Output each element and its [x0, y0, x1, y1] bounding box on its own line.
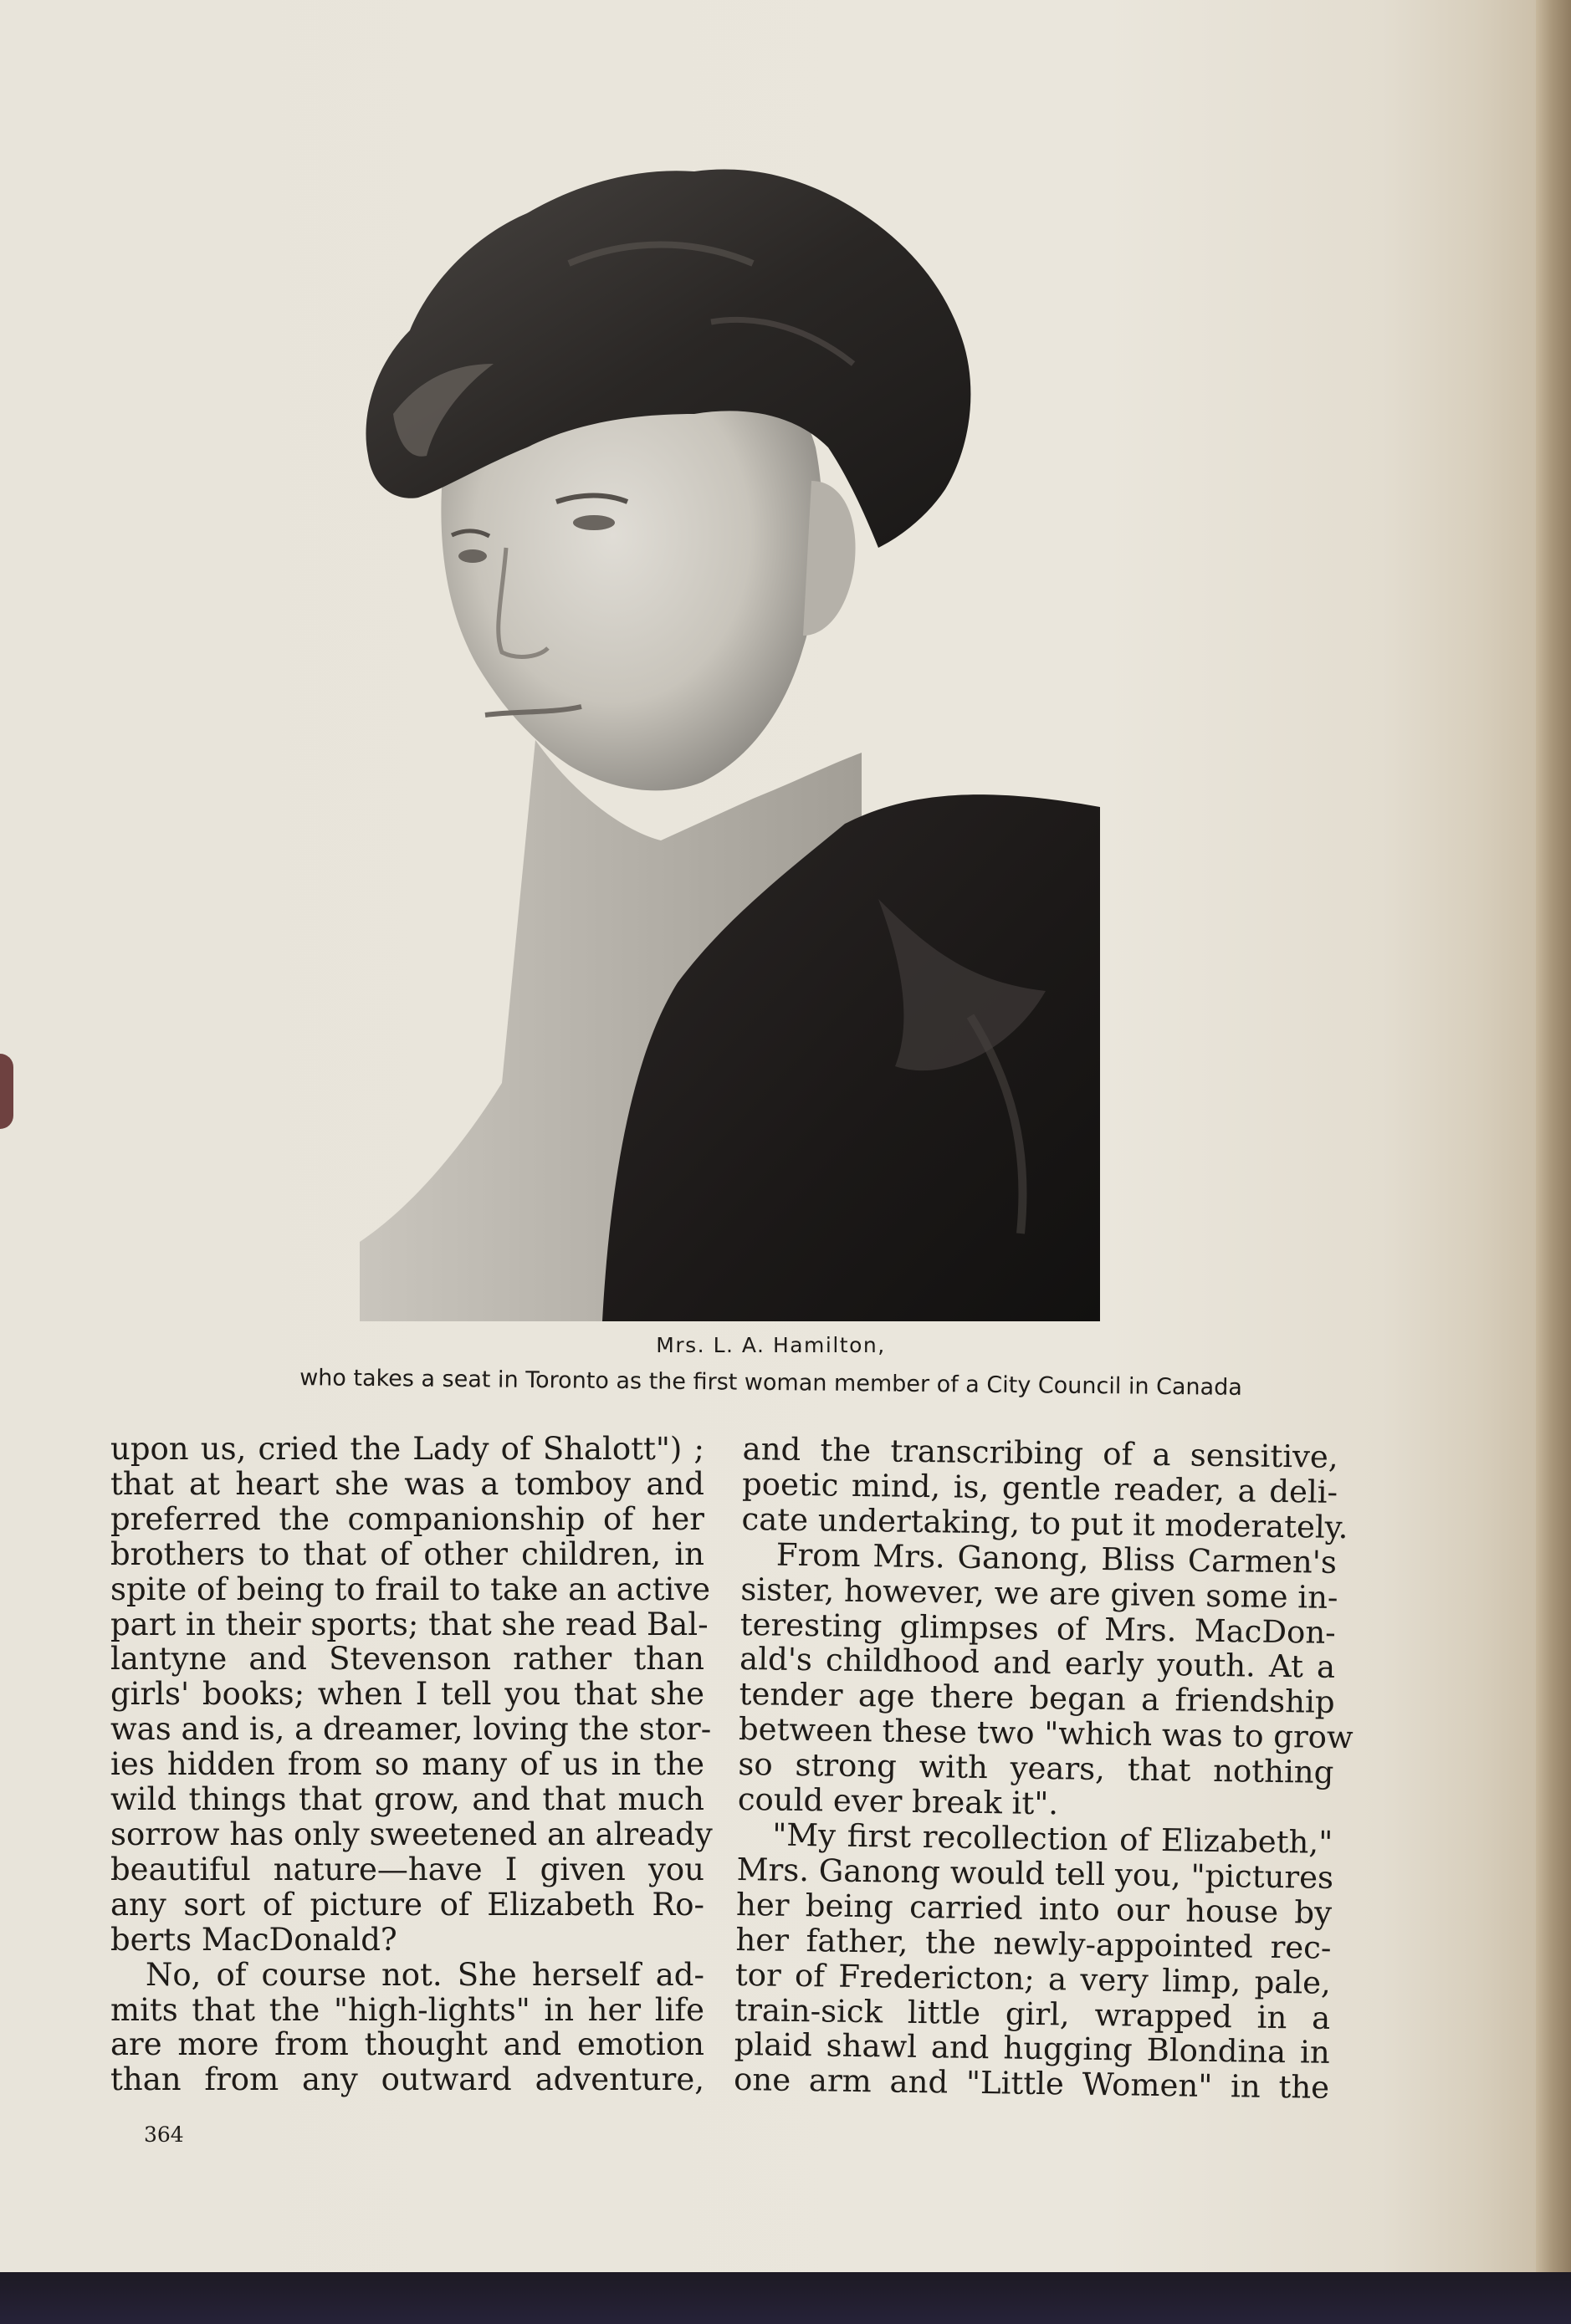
scanner-background	[0, 2272, 1571, 2324]
text-line: train-sick little girl, wrapped in a	[734, 1991, 1331, 2036]
caption-description: who takes a seat in Toronto as the first woman member of a City Council in Canada	[299, 1365, 1243, 1401]
text-line: her being carried into our house by	[735, 1886, 1333, 1931]
text-line: her father, the newly-appointed rec-	[735, 1921, 1332, 1966]
right-text-column	[733, 1431, 1354, 2107]
text-line: teresting glimpses of Mrs. MacDon-	[739, 1606, 1337, 1651]
text-line: could ever break it".	[737, 1781, 1059, 1822]
text-line: sister, however, we are given some in-	[740, 1571, 1338, 1616]
text-line: are more from thought and emotion	[110, 2026, 704, 2063]
photo-caption	[0, 1333, 1571, 1401]
portrait-photograph-icon	[360, 163, 1100, 1321]
text-line: beautiful nature—have I given you	[110, 1851, 704, 1887]
text-line: berts MacDonald?	[110, 1921, 397, 1958]
text-line: so strong with years, that nothing	[738, 1746, 1334, 1791]
text-line: mits that the "high-lights" in her life	[110, 1991, 704, 2028]
text-line: girls' books; when I tell you that she	[110, 1676, 704, 1713]
text-line: plaid shawl and hugging Blondina in	[734, 2026, 1330, 2071]
text-line: brothers to that of other children, in	[110, 1535, 704, 1572]
text-line: "My first recollection of Elizabeth,"	[771, 1816, 1333, 1861]
text-line: any sort of picture of Elizabeth Ro-	[110, 1886, 704, 1923]
binding-tab	[0, 1054, 13, 1129]
page-gutter-shadow	[1536, 0, 1571, 2324]
text-line: part in their sports; that she read Bal-	[110, 1606, 709, 1642]
text-line: that at heart she was a tomboy and	[110, 1465, 704, 1502]
text-line: ies hidden from so many of us in the	[110, 1746, 704, 1783]
text-line: tender age there began a friendship	[739, 1676, 1335, 1721]
text-line: was and is, a dreamer, loving the stor-	[110, 1711, 712, 1748]
left-text-column	[110, 1431, 713, 2098]
page-number: 364	[144, 2122, 184, 2147]
text-line: wild things that grow, and that much	[110, 1781, 704, 1818]
text-line: ald's childhood and early youth. At a	[739, 1641, 1336, 1686]
text-line: between these two "which was to grow	[738, 1711, 1354, 1756]
text-line: No, of course not. She herself ad-	[146, 1956, 704, 1993]
text-line: preferred the companionship of her	[110, 1500, 704, 1537]
text-line: one arm and "Little Women" in the	[733, 2061, 1330, 2107]
text-line: and the transcribing of a sensitive,	[742, 1431, 1338, 1475]
text-line: poetic mind, is, gentle reader, a deli-	[741, 1465, 1338, 1510]
text-line: than from any outward adventure,	[110, 2061, 704, 2098]
text-line: upon us, cried the Lady of Shalott") ;	[110, 1431, 704, 1467]
text-line: lantyne and Stevenson rather than	[110, 1641, 704, 1678]
text-line: From Mrs. Ganong, Bliss Carmen's	[775, 1536, 1338, 1581]
caption-name: Mrs. L. A. Hamilton,	[656, 1333, 886, 1357]
text-line: Mrs. Ganong would tell you, "pictures	[736, 1851, 1334, 1896]
text-line: sorrow has only sweetened an already	[110, 1816, 713, 1852]
text-line: cate undertaking, to put it moderately.	[741, 1500, 1348, 1545]
portrait-photo	[360, 163, 1100, 1321]
text-line: tor of Fredericton; a very limp, pale,	[734, 1956, 1332, 2001]
text-line: spite of being to frail to take an active	[110, 1571, 711, 1607]
